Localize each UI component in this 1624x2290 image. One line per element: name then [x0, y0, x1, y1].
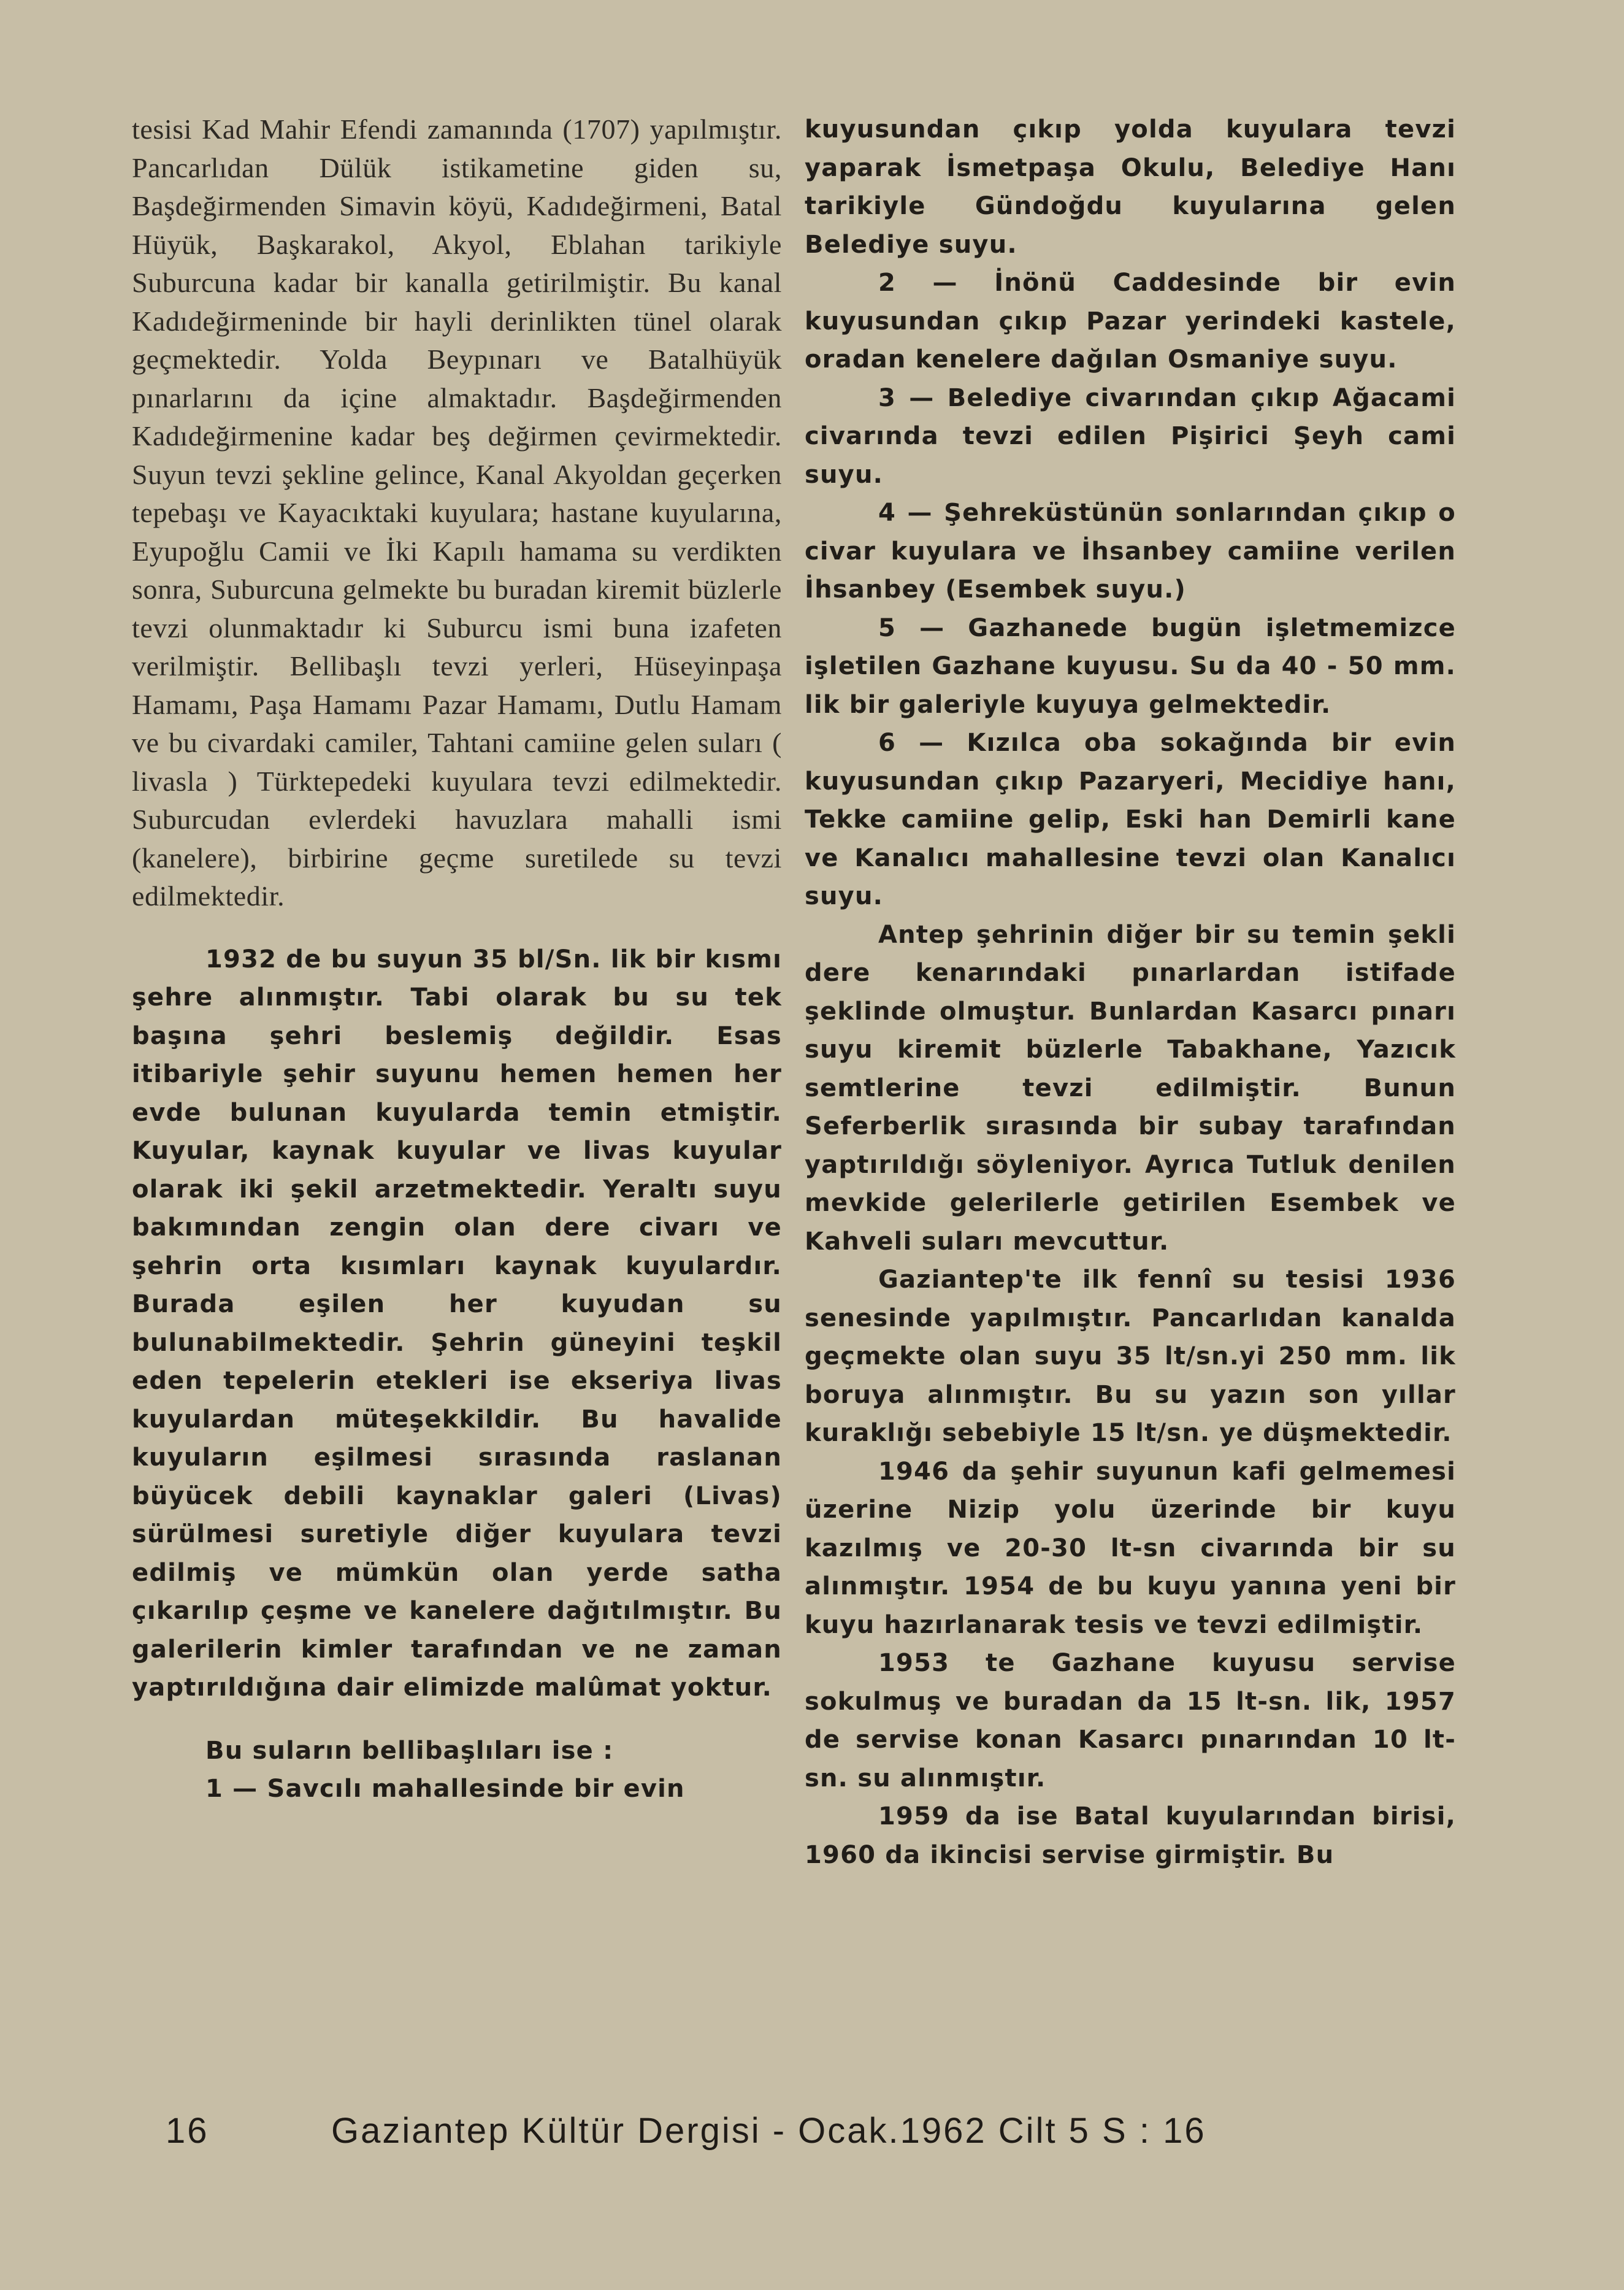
right-paragraph-2: 2 — İnönü Caddesinde bir evin kuyusundan çıkıp Pazar yerindeki kastele, oradan kenelere dağılan Osmaniye suyu.	[805, 269, 1456, 374]
left-column	[132, 110, 782, 1808]
left-paragraph-2: 1932 de bu suyun 35 bl/Sn. lik bir kısmı şehre alınmıştır. Tabi olarak bu su tek başına şehri beslemiş değildir. Esas itibariyle şehir suyunu hemen hemen her evde bulunan kuyularda temin etmiştir. Kuyular, kaynak kuyular ve livas kuyular olarak iki şekil arzetmektedir. Yeraltı suyu bakımından zengin olan dere civarı ve şehrin orta kısımları kaynak kuyulardır. Burada eşilen her kuyudan su bulunabilmektedir. Şehrin güneyini teşkil eden tepelerin etekleri ise ekseriya livas kuyulardan müteşekkildir. Bu havalide kuyuların eşilmesi sırasında raslanan büyücek debili kaynaklar galeri (Livas) sürülmesi suretiyle diğer kuyulara tevzi edilmiş ve mümkün olan yerde satha çıkarılıp çeşme ve kanelere dağıtılmıştır. Bu galerilerin kimler tarafından ve ne zaman yaptırıldığına dair elimizde malûmat yoktur.	[132, 945, 782, 1702]
right-paragraph-4: 4 — Şehreküstünün sonlarından çıkıp o civar kuyulara ve İhsanbey camiine verilen İhsanbey (Esembek suyu.)	[805, 499, 1456, 604]
page-footer	[166, 2110, 1441, 2159]
right-paragraph-10: 1953 te Gazhane kuyusu servise sokulmuş ve buradan da 15 lt-sn. lik, 1957 de servise konan Kasarcı pınarından 10 lt-sn. su alınmıştır.	[805, 1649, 1456, 1792]
right-paragraph-1: kuyusundan çıkıp yolda kuyulara tevzi yaparak İsmetpaşa Okulu, Belediye Hanı tarikiyle Gündoğdu kuyularına gelen Belediye suyu.	[805, 115, 1456, 259]
right-paragraph-6: 6 — Kızılca oba sokağında bir evin kuyusundan çıkıp Pazaryeri, Mecidiye hanı, Tekke camiine gelip, Eski han Demirli kane ve Kanalıcı mahallesine tevzi olan Kanalıcı suyu.	[805, 729, 1456, 910]
right-paragraph-7: Antep şehrinin diğer bir su temin şekli dere kenarındaki pınarlardan istifade şeklinde olmuştur. Bunlardan Kasarcı pınarı suyu kiremit büzlerle Tabakhane, Yazıcık semtlerine tevzi edilmiştir. Bunun Seferberlik sırasında bir subay tarafından yaptırıldığı söyleniyor. Ayrıca Tutluk denilen mevkide gelerilerle getirilen Esembek ve Kahveli suları mevcuttur.	[805, 920, 1456, 1256]
page-number: 16	[166, 2111, 209, 2151]
left-paragraph-4: 1 — Savcılı mahallesinde bir evin	[205, 1775, 685, 1803]
right-paragraph-5: 5 — Gazhanede bugün işletmemizce işletilen Gazhane kuyusu. Su da 40 - 50 mm. lik bir galeriyle kuyuya gelmektedir.	[805, 613, 1456, 719]
right-column	[805, 110, 1456, 1874]
right-paragraph-9: 1946 da şehir suyunun kafi gelmemesi üzerine Nizip yolu üzerinde bir kuyu kazılmış ve 20-30 lt-sn civarında bir su alınmıştır. 1954 de bu kuyu yanına yeni bir kuyu hazırlanarak tesis ve tevzi edilmiştir.	[805, 1457, 1456, 1639]
right-paragraph-3: 3 — Belediye civarından çıkıp Ağacami civarında tevzi edilen Pişirici Şeyh cami suyu.	[805, 383, 1456, 489]
left-paragraph-1: tesisi Kad Mahir Efendi zamanında (1707) yapılmıştır. Pancarlıdan Dülük istikametine giden su, Başdeğirmenden Simavin köyü, Kadıdeğirmeni, Batal Hüyük, Başkarakol, Akyol, Eblahan tarikiyle Suburcuna kadar bir kanalla getirilmiştir. Bu kanal Kadıdeğirmeninde bir hayli derinlikten tünel olarak geçmektedir. Yolda Beypınarı ve Batalhüyük pınarlarını da içine almaktadır. Başdeğirmenden Kadıdeğirmenine kadar beş değirmen çevirmektedir. Suyun tevzi şekline gelince, Kanal Akyoldan geçerken tepebaşı ve Kayacıktaki kuyulara; hastane kuyularına, Eyupoğlu Camii ve İki Kapılı hamama su verdikten sonra, Suburcuna gelmekte bu buradan kiremit büzlerle tevzi olunmaktadır ki Suburcu ismi buna izafeten verilmiştir. Bellibaşlı tevzi yerleri, Hüseyinpaşa Hamamı, Paşa Hamamı Pazar Hamamı, Dutlu Hamam ve bu civardaki camiler, Tahtani camiine gelen suları ( livasla ) Türktepedeki kuyulara tevzi edilmektedir. Suburcudan evlerdeki havuzlara mahalli ismi (kanelere), birbirine geçme suretilede su tevzi edilmektedir.	[132, 113, 782, 912]
right-paragraph-8: Gaziantep'te ilk fennî su tesisi 1936 senesinde yapılmıştır. Pancarlıdan kanalda geçmekte olan suyu 35 lt/sn.yi 250 mm. lik boruya alınmıştır. Bu su yazın son yıllar kuraklığı sebebiyle 15 lt/sn. ye düşmektedir.	[805, 1266, 1456, 1447]
left-paragraph-3: Bu suların bellibaşlıları ise :	[205, 1736, 614, 1765]
right-paragraph-11: 1959 da ise Batal kuyularından birisi, 1960 da ikincisi servise girmiştir. Bu	[805, 1802, 1456, 1869]
footer-title: Gaziantep Kültür Dergisi - Ocak.1962 Cilt 5 S : 16	[331, 2111, 1206, 2151]
